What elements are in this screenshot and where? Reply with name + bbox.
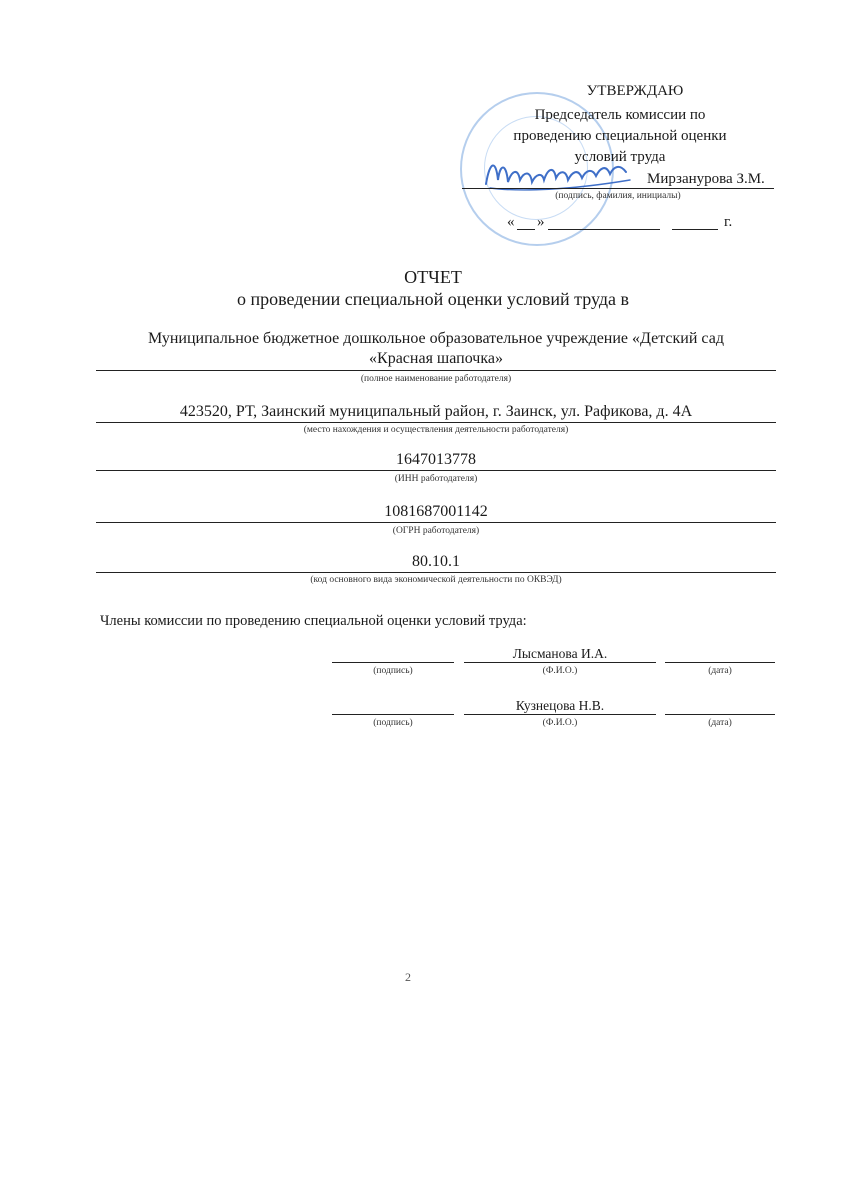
approval-date-open-quote: «: [507, 214, 515, 230]
approval-signature-caption: (подпись, фамилия, инициалы): [555, 191, 681, 201]
report-title: ОТЧЕТ: [404, 267, 462, 287]
employer-address: 423520, РТ, Заинский муниципальный район, г. Заинск, ул. Рафикова, д. 4А: [179, 403, 693, 420]
approval-position-line3: условий труда: [574, 149, 666, 165]
employer-inn-caption: (ИНН работодателя): [394, 474, 478, 484]
page-number: 2: [405, 970, 411, 984]
employer-ogrn-line: [96, 522, 776, 523]
approval-date-year-suffix: г.: [724, 214, 733, 230]
member-1-fio-caption: (Ф.И.О.): [542, 666, 578, 676]
employer-name-caption: (полное наименование работодателя): [360, 374, 512, 384]
approval-signatory-name: Мирзанурова З.М.: [647, 171, 765, 187]
approval-position-line2: проведению специальной оценки: [513, 128, 727, 144]
employer-inn-line: [96, 470, 776, 471]
employer-okved-line: [96, 572, 776, 573]
employer-ogrn-caption: (ОГРН работодателя): [392, 526, 480, 536]
member-1-fio-line: [464, 662, 656, 663]
employer-name-line1: Муниципальное бюджетное дошкольное образовательное учреждение «Детский сад: [148, 330, 724, 347]
member-1-date-caption: (дата): [708, 666, 732, 676]
member-2-fio-caption: (Ф.И.О.): [542, 718, 578, 728]
member-1-signature-line: [332, 662, 454, 663]
report-subtitle: о проведении специальной оценки условий труда в: [236, 289, 630, 309]
employer-name-line: [96, 370, 776, 371]
member-1-name: Лысманова И.А.: [512, 646, 608, 661]
approval-heading: УТВЕРЖДАЮ: [586, 83, 684, 99]
member-2-date-line: [665, 714, 775, 715]
commission-heading: Члены комиссии по проведению специальной оценки условий труда:: [100, 613, 527, 629]
employer-okved-caption: (код основного вида экономической деятельности по ОКВЭД): [310, 575, 562, 585]
employer-address-caption: (место нахождения и осуществления деятельности работодателя): [303, 425, 569, 435]
approval-position-line1: Председатель комиссии по: [534, 107, 706, 123]
member-1-signature-caption: (подпись): [373, 666, 413, 676]
employer-address-line: [96, 422, 776, 423]
employer-inn: 1647013778: [396, 451, 476, 468]
employer-okved: 80.10.1: [412, 553, 460, 570]
employer-ogrn: 1081687001142: [384, 503, 488, 520]
member-2-date-caption: (дата): [708, 718, 732, 728]
member-2-signature-caption: (подпись): [373, 718, 413, 728]
member-2-signature-line: [332, 714, 454, 715]
employer-name-line2: «Красная шапочка»: [369, 350, 503, 367]
approval-date-month-line: [548, 229, 660, 230]
approval-date-close-quote: »: [537, 214, 545, 230]
approval-date-day-line: [517, 229, 535, 230]
member-2-name: Кузнецова Н.В.: [515, 698, 605, 713]
member-2-fio-line: [464, 714, 656, 715]
approval-signature-line: [462, 188, 774, 189]
member-1-date-line: [665, 662, 775, 663]
approval-date-year-line: [672, 229, 718, 230]
